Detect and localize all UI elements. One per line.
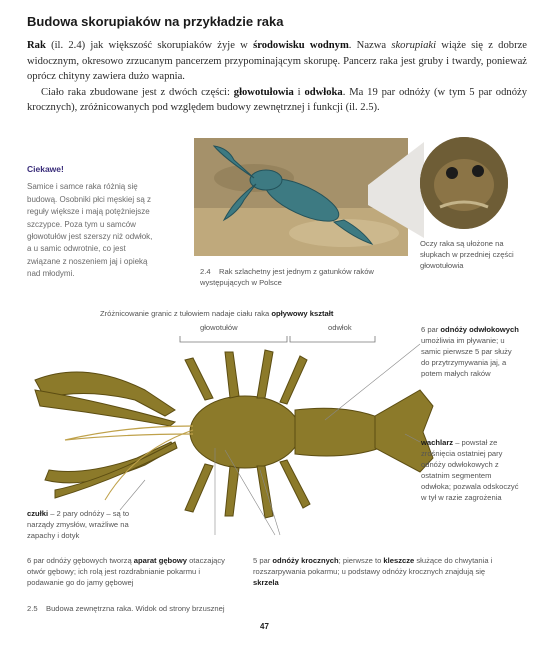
term-gills: skrzela xyxy=(253,578,279,587)
label-tail-fan xyxy=(421,437,521,503)
text-span: wiąże się z dobrze widocznym, okresowo zrzucanym pancerzem przypominającym skorupę. Pancerz raka jest gruby i twardy, ponieważ oprócz chityny zawiera dużo wapnia. xyxy=(27,40,527,83)
body-part-abdomen-label: odwłok xyxy=(328,323,352,332)
label-walking-legs xyxy=(253,555,513,588)
label-mouthparts xyxy=(27,555,237,588)
term-walking-legs: odnóży krocznych xyxy=(272,556,339,565)
text-span: 6 par odnóży gębowych tworzą xyxy=(27,556,134,565)
term-skorupiaki: skorupiaki xyxy=(391,40,437,51)
text-span: służące do chwytania i rozszarpywania pokarmu; u podstawy odnóży krocznych znajdują się xyxy=(253,556,493,576)
text-span: – 2 pary odnóży – są to narządy zmysłów, wrażliwe na zapachy i dotyk xyxy=(27,509,130,540)
streamline-term: opływowy kształt xyxy=(271,309,334,318)
crayfish-eye-closeup xyxy=(420,137,508,229)
fun-fact-heading: Ciekawe! xyxy=(27,164,64,174)
photo-caption-number: 2.4 xyxy=(200,267,211,276)
label-antennae xyxy=(27,508,152,541)
fun-fact-text: Samice i samce raka różnią się budową. Osobniki płci męskiej są z reguły większe i mają potężniejsze szczypce. Poza tym u samców głowotułów jest szerszy niż odwłok, a u samic odwrotnie, co jest związane z noszeniem jaj i opieką nad młodymi. xyxy=(27,182,153,279)
figure-caption xyxy=(27,603,427,614)
text-span: ; pierwsze to xyxy=(338,556,384,565)
figure-caption-text: Budowa zewnętrzna raka. Widok od strony brzusznej xyxy=(46,604,225,613)
text-span: 5 par xyxy=(253,556,273,565)
text-span: 6 par xyxy=(421,325,441,334)
text-span: (il. 2.4) jak większość skorupiaków żyje w xyxy=(45,40,254,51)
term-abdomen: odwłoka xyxy=(304,86,343,98)
text-span: . Ma 19 par odnóży (w tym 5 par odnóży krocznych), zróżnicowanych pod względem budowy zewnętrznej i funkcji (il. 2.5). xyxy=(27,86,527,114)
text-span: otaczający otwór gębowy; ich rolą jest rozdrabnianie pokarmu i podawanie go do jamy gębowej xyxy=(27,556,225,587)
photo-caption xyxy=(200,266,400,288)
text-span: i xyxy=(293,86,305,98)
text-span: Ciało raka zbudowane jest z dwóch części: xyxy=(41,86,234,98)
term-mouthparts: aparat gębowy xyxy=(133,556,187,565)
text-span: . Nazwa xyxy=(348,40,392,51)
text-span: Zróżnicowanie granic z tułowiem nadaje ciału raka xyxy=(100,309,272,318)
intro-paragraph-2 xyxy=(27,85,527,116)
term-tail-fan: wachlarz xyxy=(421,438,454,447)
eye-caption: Oczy raka są ułożone na słupkach w przedniej części głowotułowia xyxy=(420,239,514,270)
term-antennae: czułki xyxy=(27,509,49,518)
term-environment: środowisku wodnym xyxy=(253,40,349,51)
intro-text xyxy=(27,38,527,116)
section-title: Budowa skorupiaków na przykładzie raka xyxy=(27,14,284,29)
body-part-cephalothorax-label: głowotułów xyxy=(200,323,238,332)
zoom-wedge xyxy=(368,140,428,240)
term-cephalothorax: głowotułowia xyxy=(233,86,294,98)
term-rak: Rak xyxy=(27,40,46,51)
text-span: umożliwia im pływanie; u samic pierwsze 5 par służy do przytrzymywania jaj, a potem małych raków xyxy=(421,336,512,378)
term-abdominal-legs: odnóży odwłokowych xyxy=(440,325,519,334)
streamline-label xyxy=(100,308,410,319)
term-pincers: kleszcze xyxy=(383,556,415,565)
intro-paragraph-1 xyxy=(27,38,527,85)
page-number: 47 xyxy=(260,622,269,631)
figure-caption-number: 2.5 xyxy=(27,604,38,613)
label-abdominal-legs xyxy=(421,324,521,379)
fun-fact-box xyxy=(27,163,155,281)
photo-caption-text: Rak szlachetny jest jednym z gatunków raków występujących w Polsce xyxy=(200,267,374,287)
text-span: – powstał ze zrośnięcia ostatniej pary odnóży odwłokowych z ostatnim segmentem odwłoka; pozwala odskoczyć w tył w razie zagrożenia xyxy=(421,438,519,502)
